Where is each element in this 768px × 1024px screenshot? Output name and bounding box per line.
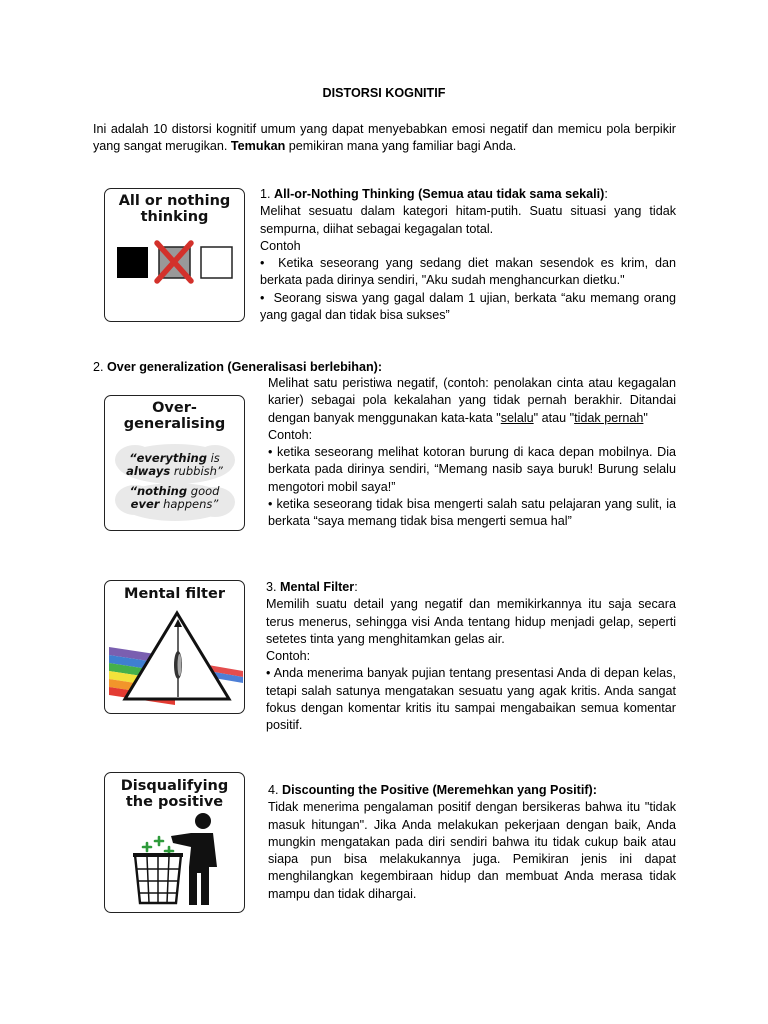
description-text: " bbox=[643, 410, 648, 425]
item-1-text bbox=[260, 186, 676, 324]
bullet-icon: • bbox=[268, 497, 273, 512]
item-heading: Discounting the Positive (Meremehkan yang Positif): bbox=[282, 783, 597, 797]
bullet-icon: • bbox=[266, 666, 271, 681]
item-3-text bbox=[266, 579, 676, 735]
card-title bbox=[105, 193, 244, 225]
card-title bbox=[105, 778, 244, 810]
card-title: Mental filter bbox=[124, 586, 225, 602]
bullet-text: Ketika seseorang yang sedang diet makan sesendok es krim, dan berkata pada dirinya sendiri, "Aku sudah menghancurkan dietku." bbox=[260, 256, 676, 288]
bullet-icon: • bbox=[268, 445, 273, 460]
bullet-text: ketika seseorang melihat kotoran burung di kaca depan mobilnya. Dia berkata pada dirinya sendiri, “Memang nasib saya buruk! Burung selalu mengotori mobil saya!” bbox=[268, 445, 676, 494]
bubble-quote-2 bbox=[105, 485, 244, 511]
intro-bold: Temukan bbox=[230, 139, 286, 153]
bullet-text: Anda menerima banyak pujian tentang presentasi Anda di depan kelas, tetapi salah satunya mengatakan sesuatu yang agak kritis. Anda sangat fokus dengan komentar kritis itu sampai mengabaikan semua komentar positif. bbox=[266, 666, 676, 733]
item-1-bullet bbox=[260, 290, 676, 325]
card-title-line: Disqualifying bbox=[120, 778, 229, 794]
page-title: DISTORSI KOGNITIF bbox=[322, 86, 446, 100]
item-number: 1. bbox=[260, 187, 275, 201]
heading-suffix: : bbox=[354, 580, 358, 594]
item-4-description: Tidak menerima pengalaman positif dengan bersikeras bahwa itu "tidak masuk hitungan". Jika Anda melakukan pekerjaan dengan baik, Anda mungkin mengatakan pada diri sendiri bahwa itu tidak cukup baik atau siapa pun bisa melakukannya juga. Pemikiran jenis ini dapat menghilangkan kegembiraan hidup dan membuat Anda merasa tidak mampu dan tidak dihargai. bbox=[268, 800, 676, 901]
intro-text-before: Ini adalah 10 distorsi kognitif umum yang dapat menyebabkan emosi negatif dan memicu pola berpikir yang sangat merugikan. bbox=[93, 122, 676, 153]
item-heading: Mental Filter bbox=[280, 580, 355, 594]
card-title-line: the positive bbox=[125, 794, 224, 810]
item-4-heading bbox=[268, 782, 676, 799]
description-text: " atau " bbox=[533, 410, 575, 425]
card-title-line: All or nothing bbox=[118, 193, 231, 209]
item-heading: Over generalization (Generalisasi berlebihan): bbox=[107, 360, 383, 374]
quote-word: “nothing bbox=[129, 484, 188, 498]
item-4-text bbox=[268, 782, 676, 903]
item-2-bullet bbox=[268, 444, 676, 496]
bullet-icon: • bbox=[260, 256, 265, 271]
keyword-tidak-pernah: tidak pernah bbox=[574, 410, 644, 425]
item-2-example-label: Contoh: bbox=[268, 427, 313, 442]
quote-word: is bbox=[206, 451, 220, 465]
card-title bbox=[105, 400, 244, 432]
quote-word: good bbox=[187, 484, 220, 498]
item-number: 4. bbox=[268, 783, 283, 797]
heading-suffix: : bbox=[604, 187, 608, 201]
item-2-text bbox=[268, 375, 676, 531]
bullet-text: ketika seseorang tidak bisa mengerti salah satu pelajaran yang sulit, ia berkata “saya memang tidak bisa mengerti semua hal” bbox=[268, 497, 676, 529]
black-white-squares-icon bbox=[105, 239, 245, 289]
item-3-description: Memilih suatu detail yang negatif dan memikirkannya itu saja secara terus menerus, sehingga visi Anda tentang hidup menjadi gelap, seperti setetes tinta yang menghitamkan gelas air. bbox=[266, 597, 676, 646]
quote-word: happens” bbox=[159, 497, 219, 511]
prism-filter-icon bbox=[105, 605, 245, 714]
disqualifying-positive-card bbox=[104, 772, 245, 913]
over-generalising-card bbox=[104, 395, 245, 531]
keyword-selalu: selalu bbox=[500, 410, 534, 425]
item-number: 3. bbox=[266, 580, 281, 594]
all-or-nothing-card bbox=[104, 188, 245, 322]
intro-text-after: pemikiran mana yang familiar bagi Anda. bbox=[285, 139, 517, 153]
card-title-line: thinking bbox=[140, 209, 209, 225]
item-2-description bbox=[268, 375, 676, 427]
item-1-bullet bbox=[260, 255, 676, 290]
item-1-description: Melihat sesuatu dalam kategori hitam-putih. Suatu situasi yang tidak sempurna, diihat sebagai kegagalan total. bbox=[260, 204, 676, 236]
item-1-heading bbox=[260, 186, 676, 203]
item-2-bullet bbox=[268, 496, 676, 531]
bullet-icon: • bbox=[260, 290, 265, 305]
item-3-heading bbox=[266, 579, 676, 596]
item-number: 2. bbox=[93, 360, 108, 374]
quote-word: rubbish” bbox=[170, 464, 223, 478]
item-2-heading bbox=[93, 359, 382, 376]
quote-word: ever bbox=[130, 497, 160, 511]
trash-bin-person-icon bbox=[105, 813, 245, 913]
item-1-example-label: Contoh bbox=[260, 238, 301, 253]
intro-paragraph bbox=[93, 121, 676, 155]
description-text: Melihat satu peristiwa negatif, (contoh: penolakan cinta atau kegagalan karier) sebagai pola kekalahan yang tidak pernah berakhir. Ditandai dengan banyak menggunakan kata-kata " bbox=[268, 376, 676, 425]
item-3-bullet bbox=[266, 665, 676, 734]
mental-filter-card bbox=[104, 580, 245, 714]
bullet-text: Seorang siswa yang gagal dalam 1 ujian, berkata “aku memang orang yang gagal dan tidak bisa sukses” bbox=[260, 290, 677, 323]
card-title-line: Over- bbox=[152, 400, 197, 416]
item-heading: All-or-Nothing Thinking (Semua atau tidak sama sekali) bbox=[274, 187, 605, 201]
item-3-example-label: Contoh: bbox=[266, 649, 311, 664]
quote-word: always bbox=[126, 464, 171, 478]
bubble-quote-1 bbox=[105, 452, 244, 478]
quote-word: “everything bbox=[129, 451, 207, 465]
card-title-line: generalising bbox=[123, 416, 226, 432]
